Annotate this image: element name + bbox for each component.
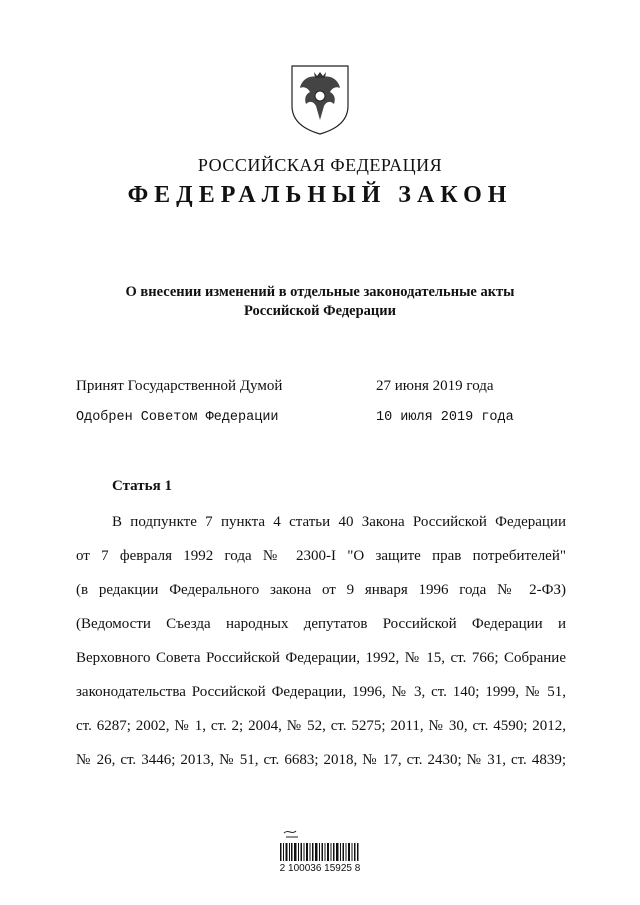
article-line: (Ведомости Съезда народных депутатов Российской Федерации и [76,616,566,632]
coat-of-arms-icon [288,64,352,136]
article-line: № 26, ст. 3446; 2013, № 51, ст. 6683; 2018, № 17, ст. 2430; № 31, ст. 4839; [76,752,566,768]
law-title [0,283,640,321]
article-line: Верховного Совета Российской Федерации, 1992, № 15, ст. 766; Собрание [76,650,566,666]
law-type-heading: ФЕДЕРАЛЬНЫЙ ЗАКОН [127,182,513,208]
article-line: ст. 6287; 2002, № 1, ст. 2; 2004, № 52, ст. 5275; 2011, № 30, ст. 4590; 2012, [76,718,566,734]
barcode-icon [278,827,360,897]
law-title-line-1: О внесении изменений в отдельные законодательные акты [125,284,515,300]
council-label: Одобрен Советом Федерации [76,410,279,425]
duma-date: 27 июня 2019 года [376,378,494,394]
article-body [76,505,566,777]
council-date: 10 июля 2019 года [376,410,514,425]
article-heading: Статья 1 [112,478,172,494]
article-line: В подпункте 7 пункта 4 статьи 40 Закона Российской Федерации [112,514,566,530]
duma-label: Принят Государственной Думой [76,378,283,394]
law-title-line-2: Российской Федерации [243,303,396,319]
barcode-number: 2 100036 15925 8 [279,863,361,874]
article-line: законодательства Российской Федерации, 1996, № 3, ст. 140; 1999, № 51, [76,684,566,700]
article-line: от 7 февраля 1992 года № 2300-I "О защите прав потребителей" [76,548,566,564]
article-line: (в редакции Федерального закона от 9 января 1996 года № 2-ФЗ) [76,582,566,598]
country-name: РОССИЙСКАЯ ФЕДЕРАЦИЯ [197,155,443,175]
